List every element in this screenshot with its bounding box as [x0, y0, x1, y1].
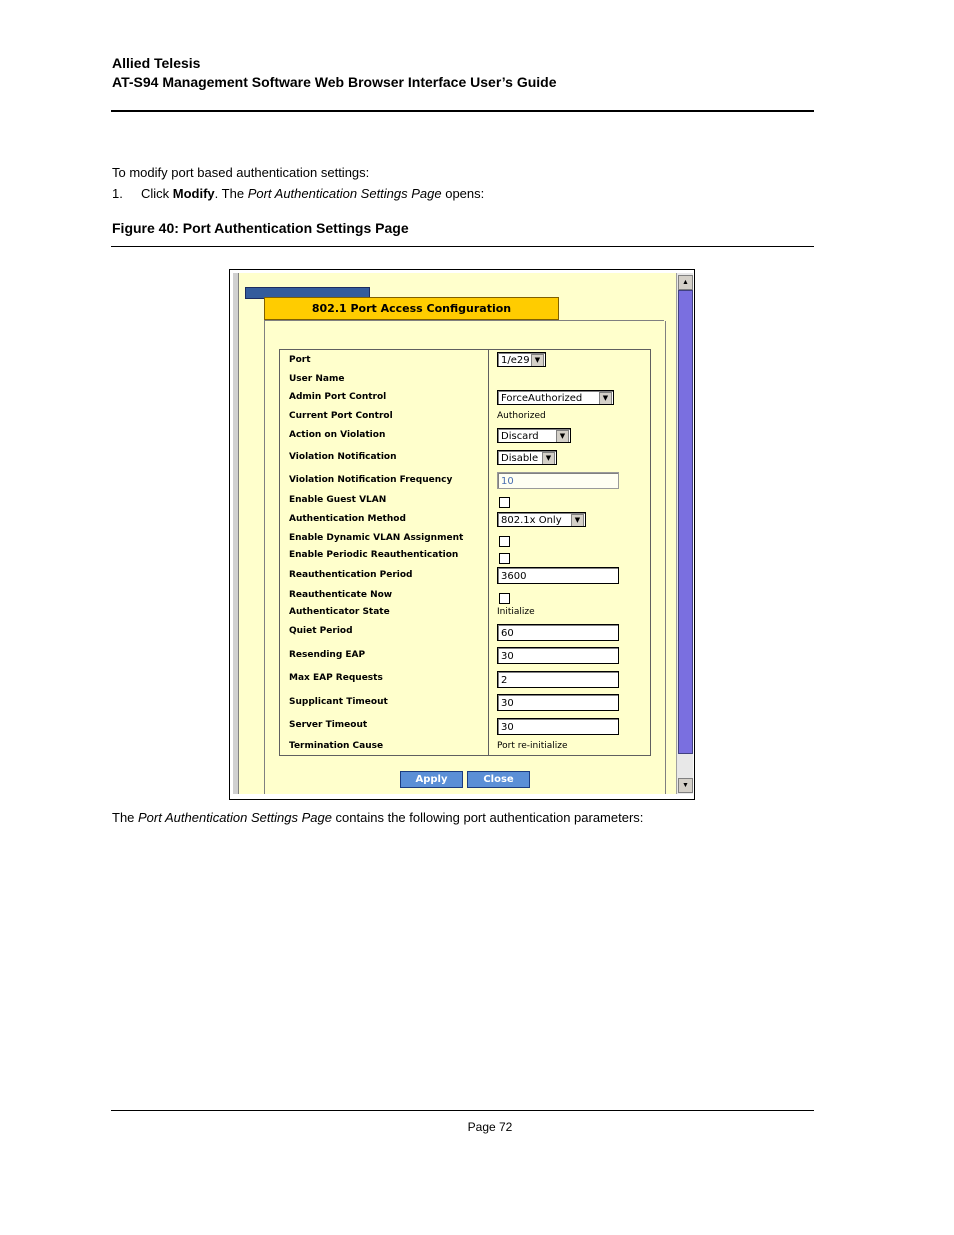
scrollbar-thumb[interactable] — [678, 290, 693, 754]
server-timeout-input[interactable]: 30 — [497, 718, 619, 735]
action-on-violation-select[interactable] — [497, 428, 571, 443]
user-name-label: User Name — [289, 374, 345, 384]
admin-port-control-label: Admin Port Control — [289, 392, 387, 402]
frame-left-border — [233, 273, 239, 794]
reauth-period-input[interactable]: 3600 — [497, 567, 619, 584]
step-number: 1. — [112, 186, 123, 201]
port-select-value: 1/e29 — [501, 355, 530, 366]
config-title: 802.1 Port Access Configuration — [264, 297, 559, 320]
quiet-period-label: Quiet Period — [289, 626, 353, 636]
page-number: Page 72 — [467, 1120, 513, 1134]
company-name: Allied Telesis — [112, 55, 201, 71]
resending-eap-label: Resending EAP — [289, 650, 366, 660]
current-port-control-label: Current Port Control — [289, 411, 393, 421]
dynamic-vlan-label: Enable Dynamic VLAN Assignment — [289, 533, 464, 543]
chevron-down-icon: ▼ — [531, 354, 544, 367]
after-the: The — [112, 810, 139, 825]
close-button[interactable]: Close — [467, 771, 530, 788]
config-content — [264, 321, 666, 794]
step-action: Modify — [172, 186, 215, 201]
violation-notification-value: Disable — [501, 453, 539, 464]
screenshot-frame — [233, 273, 676, 794]
max-eap-label: Max EAP Requests — [289, 673, 383, 683]
header-rule — [111, 110, 814, 112]
current-port-control-value: Authorized — [497, 411, 546, 421]
vertical-scrollbar[interactable] — [676, 273, 693, 794]
authenticator-state-value: Initialize — [497, 607, 535, 617]
chevron-down-icon: ▼ — [542, 452, 555, 465]
action-on-violation-value: Discard — [501, 431, 539, 442]
step-1 — [112, 186, 484, 201]
chevron-down-icon: ▼ — [556, 430, 569, 443]
port-select[interactable] — [497, 352, 546, 367]
reauth-now-label: Reauthenticate Now — [289, 590, 393, 600]
reauth-period-label: Reauthentication Period — [289, 570, 413, 580]
server-timeout-label: Server Timeout — [289, 720, 368, 730]
auth-method-select[interactable] — [497, 512, 586, 527]
screenshot-window — [229, 269, 695, 800]
termination-cause-label: Termination Cause — [289, 741, 384, 751]
chevron-down-icon: ▼ — [571, 514, 584, 527]
chevron-down-icon: ▼ — [599, 392, 612, 405]
guest-vlan-label: Enable Guest VLAN — [289, 495, 387, 505]
auth-method-value: 802.1x Only — [501, 515, 562, 526]
violation-frequency-label: Violation Notification Frequency — [289, 475, 453, 485]
table-divider — [488, 350, 489, 755]
authenticator-state-label: Authenticator State — [289, 607, 390, 617]
figure-caption: Figure 40: Port Authentication Settings Page — [112, 220, 409, 236]
after-text — [112, 810, 643, 825]
auth-method-label: Authentication Method — [289, 514, 406, 524]
supplicant-timeout-label: Supplicant Timeout — [289, 697, 388, 707]
port-label: Port — [289, 355, 311, 365]
action-on-violation-label: Action on Violation — [289, 430, 386, 440]
step-end: opens: — [441, 186, 485, 201]
footer-rule — [111, 1110, 814, 1111]
violation-notification-select[interactable] — [497, 450, 557, 465]
periodic-reauth-checkbox[interactable] — [499, 553, 510, 564]
violation-notification-label: Violation Notification — [289, 452, 397, 462]
termination-cause-value: Port re-initialize — [497, 741, 568, 751]
periodic-reauth-label: Enable Periodic Reauthentication — [289, 550, 459, 560]
step-page-name: Port Authentication Settings Page — [247, 186, 442, 201]
after-page-name: Port Authentication Settings Page — [138, 810, 332, 825]
violation-frequency-input[interactable]: 10 — [497, 472, 619, 489]
admin-port-control-value: ForceAuthorized — [501, 393, 583, 404]
settings-table — [279, 349, 651, 756]
reauth-now-checkbox[interactable] — [499, 593, 510, 604]
scroll-down-icon[interactable]: ▼ — [678, 778, 693, 793]
guide-title: AT-S94 Management Software Web Browser Interface User’s Guide — [112, 74, 557, 90]
step-mid: . The — [214, 186, 248, 201]
admin-port-control-select[interactable] — [497, 390, 614, 405]
supplicant-timeout-input[interactable]: 30 — [497, 694, 619, 711]
quiet-period-input[interactable]: 60 — [497, 624, 619, 641]
intro-text: To modify port based authentication settings: — [112, 165, 370, 180]
after-rest: contains the following port authentication parameters: — [331, 810, 644, 825]
resending-eap-input[interactable]: 30 — [497, 647, 619, 664]
scroll-up-icon[interactable]: ▲ — [678, 275, 693, 290]
step-click: Click — [141, 186, 173, 201]
max-eap-input[interactable]: 2 — [497, 671, 619, 688]
apply-button[interactable]: Apply — [400, 771, 463, 788]
guest-vlan-checkbox[interactable] — [499, 497, 510, 508]
dynamic-vlan-checkbox[interactable] — [499, 536, 510, 547]
figure-rule — [111, 246, 814, 247]
